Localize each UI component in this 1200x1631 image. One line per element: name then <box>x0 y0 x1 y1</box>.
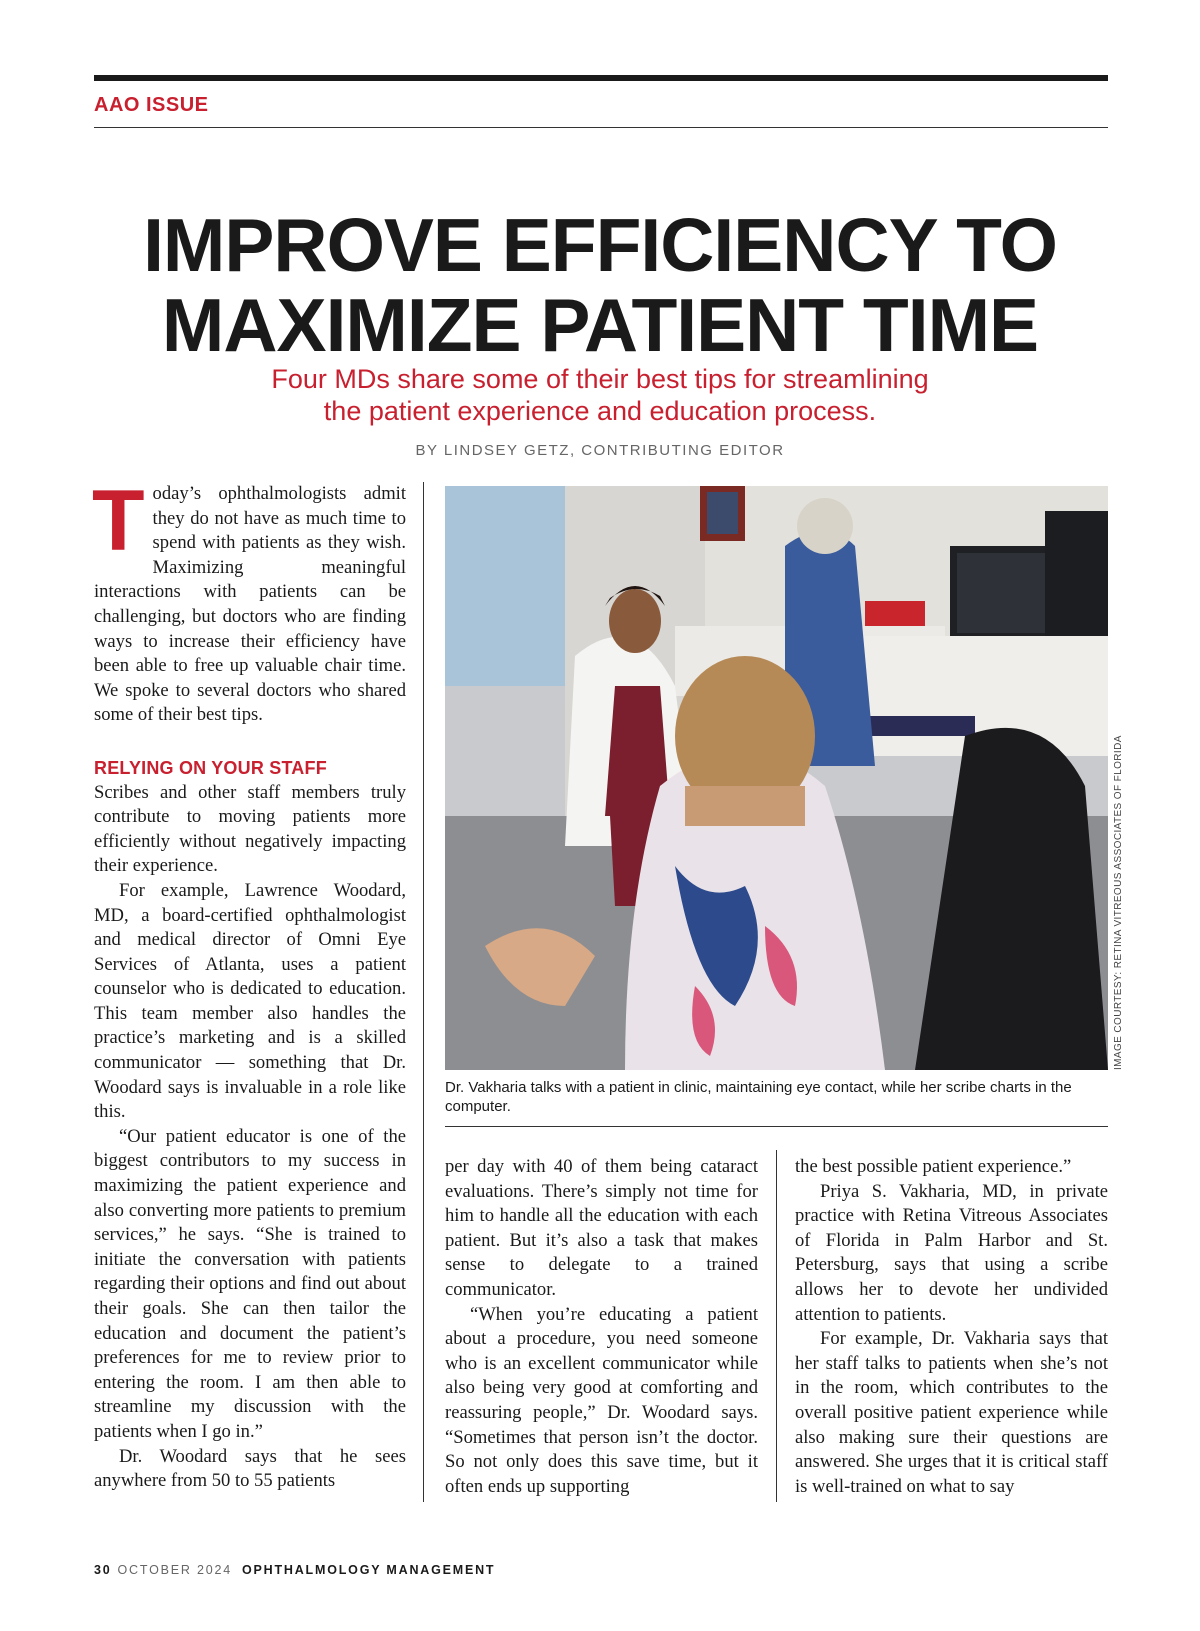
article-dek <box>100 363 1100 427</box>
text-column-2 <box>445 1155 758 1499</box>
text-column-3 <box>795 1155 1108 1499</box>
body-paragraph: Priya S. Vakharia, MD, in private practice with Retina Vitreous Associates of Florida in Palm Harbor and St. Petersburg, says that using a scribe allows her to devote her undivided attention to patients. <box>795 1180 1108 1325</box>
header-divider <box>94 127 1108 128</box>
drop-cap: T <box>92 473 145 569</box>
body-paragraph: For example, Lawrence Woodard, MD, a board-certified ophthalmologist and medical director of Omni Eye Services of Atlanta, uses a patient counselor who is dedicated to education. This team member also handles the practice’s marketing and is a skilled communicator — something that Dr. Woodard says is invaluable in a role like this. <box>94 879 406 1123</box>
article-headline <box>60 205 1140 365</box>
text-column-1 <box>92 473 406 1494</box>
subhead-relying-on-staff: RELYING ON YOUR STAFF <box>94 757 327 778</box>
page-number: 30 <box>94 1563 112 1577</box>
caption-divider <box>445 1126 1108 1127</box>
page-footer <box>94 1563 495 1577</box>
top-rule <box>94 75 1108 81</box>
headline-line-2: MAXIMIZE PATIENT TIME <box>161 283 1039 367</box>
intro-paragraph <box>92 473 406 728</box>
photo-credit: IMAGE COURTESY: RETINA VITREOUS ASSOCIATES OF FLORIDA <box>1113 735 1124 1070</box>
body-paragraph: For example, Dr. Vakharia says that her staff talks to patients when she’s not in the room, which contributes to the overall positive patient experience while also making sure their questions are answered. She urges that it is critical staff is well-trained on what to say <box>795 1328 1108 1497</box>
byline: BY LINDSEY GETZ, CONTRIBUTING EDITOR <box>415 442 785 459</box>
column-divider <box>776 1150 777 1502</box>
intro-text: oday’s ophthalmologists admit they do not have as much time to spend with patients as they wish. Maximizing meaningful interactions with patients can be challenging, but doctors who are finding ways to increase their efficiency have been able to free up valuable chair time. We spoke to several doctors who shared some of their best tips. <box>94 483 406 726</box>
headline-line-1: IMPROVE EFFICIENCY TO <box>143 203 1057 287</box>
dek-line-2: the patient experience and education process. <box>323 396 877 426</box>
photo-caption: Dr. Vakharia talks with a patient in clinic, maintaining eye contact, while her scribe charts in the computer. <box>445 1079 1072 1115</box>
body-paragraph: “When you’re educating a patient about a procedure, you need someone who is an excellent communicator while also being very good at comforting and reassuring people,” Dr. Woodard says. “Sometimes that person isn’t the doctor. So not only does this save time, but it often ends up supporting <box>445 1303 758 1497</box>
issue-date: OCTOBER 2024 <box>117 1563 232 1577</box>
body-paragraph: Dr. Woodard says that he sees anywhere from 50 to 55 patients <box>94 1445 406 1492</box>
publication-name: OPHTHALMOLOGY MANAGEMENT <box>241 1563 496 1577</box>
article-photo <box>445 486 1108 1070</box>
body-paragraph: the best possible patient experience.” <box>795 1156 1072 1177</box>
section-label: AAO ISSUE <box>94 94 209 116</box>
body-paragraph: “Our patient educator is one of the biggest contributors to my success in maximizing the patient experience and also converting more patients to premium services,” he says. “She is trained to initiate the conversation with patients regarding their options and find out about their goals. She can then tailor the education and document the patient’s preferences for me to review prior to entering the room. I am then able to streamline my discussion with the patients when I go in.” <box>94 1125 406 1442</box>
column-divider <box>423 482 424 1502</box>
clinic-photo-illustration <box>445 486 1108 1070</box>
body-paragraph: Scribes and other staff members truly contribute to moving patients more efficiently without negatively impacting their experience. <box>94 781 406 877</box>
dek-line-1: Four MDs share some of their best tips for streamlining <box>271 364 929 394</box>
body-paragraph: per day with 40 of them being cataract evaluations. There’s simply not time for him to handle all the education with each patient. But it’s also a task that makes sense to delegate to a trained communicator. <box>445 1156 758 1300</box>
